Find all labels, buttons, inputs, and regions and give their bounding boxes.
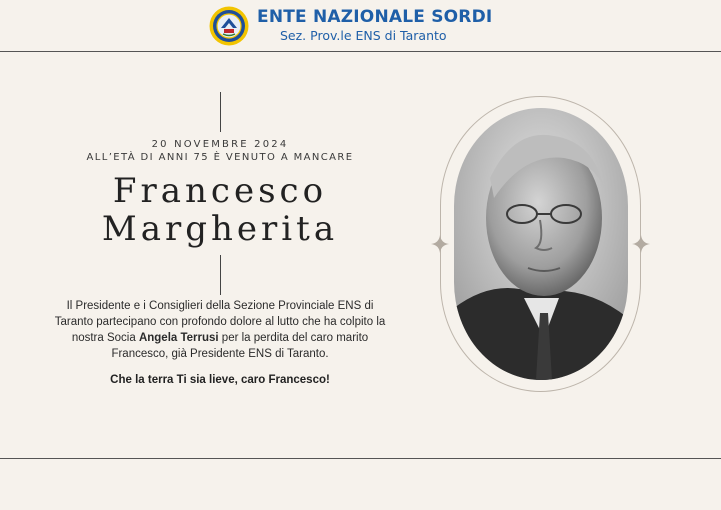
divider-top [220,92,221,132]
deceased-last-name: Margherita [101,209,339,249]
notice-age-line: ALL’ETÀ DI ANNI 75 È VENUTO A MANCARE [86,152,354,163]
portrait-photo [454,108,628,380]
notice-date: 20 NOVEMBRE 2024 [151,139,289,150]
footer-divider [0,458,721,459]
header [0,0,721,52]
ens-emblem-icon [209,6,249,46]
sparkle-icon [431,235,449,253]
sparkle-icon [632,235,650,253]
message-part-2: per la perdita del caro marito Francesco, già Presidente ENS di Taranto. [111,332,369,360]
org-subtitle: Sez. Prov.le ENS di Taranto [280,28,447,43]
message-part-1: Il Presidente e i Consiglieri della Sezione Provinciale ENS di Taranto partecipano con profondo dolore al lutto che ha colpito la nostra Socia [54,300,386,344]
deceased-first-name: Francesco [112,171,328,211]
condolence-message [50,298,390,362]
portrait-image [454,108,628,380]
closing-line: Che la terra Ti sia lieve, caro Francesco! [110,374,330,386]
divider-bottom [220,255,221,295]
message-bold-name: Angela Terrusi [138,332,219,344]
org-name: ENTE NAZIONALE SORDI [257,7,493,27]
